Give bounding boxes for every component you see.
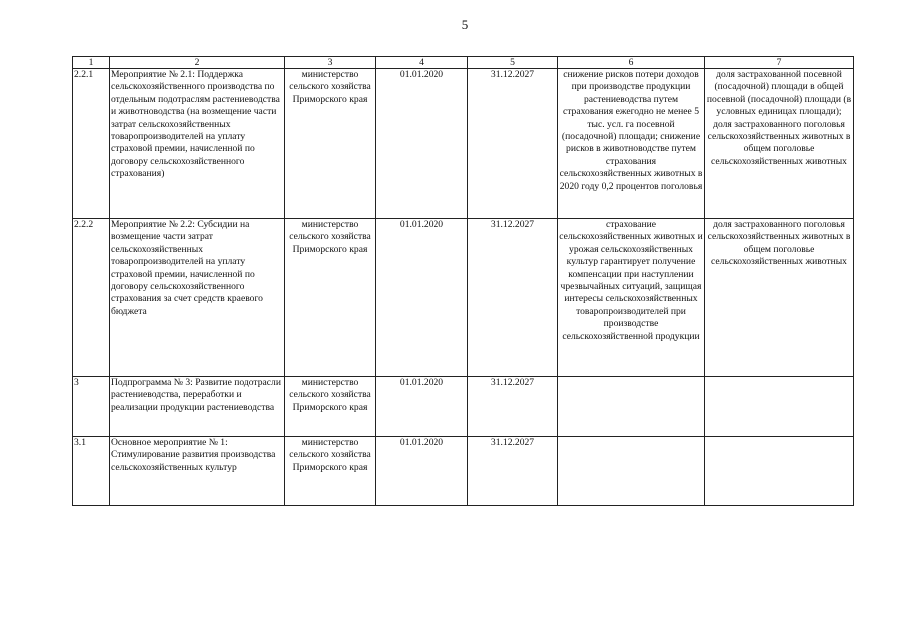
row-number: 3.1 (73, 437, 110, 506)
activity-name: Подпрограмма № 3: Развитие подотрасли растениеводства, переработки и реализации продукции растениеводства (110, 377, 285, 437)
column-header: 6 (558, 57, 705, 69)
start-date: 01.01.2020 (376, 219, 468, 377)
row-number: 2.2.1 (73, 69, 110, 219)
end-date: 31.12.2027 (468, 377, 558, 437)
expected-result (558, 377, 705, 437)
expected-result (558, 437, 705, 506)
executor: министерство сельского хозяйства Приморского края (285, 437, 376, 506)
column-header: 2 (110, 57, 285, 69)
end-date: 31.12.2027 (468, 69, 558, 219)
row-number: 3 (73, 377, 110, 437)
indicator: доля застрахованной посевной (посадочной) площади в общей посевной (посадочной) площади (в условных единицах площади); доля застрахованного поголовья сельскохозяйственных животных в общем поголовье сельскохозяйственных животных (705, 69, 854, 219)
indicator (705, 437, 854, 506)
indicator (705, 377, 854, 437)
activity-name: Мероприятие № 2.1: Поддержка сельскохозяйственного производства по отдельным подотраслям растениеводства и животноводства (на возмещение части затрат сельскохозяйственных товаропроизводителей на уплату страховой премии, начисленной по договору сельскохозяйственного страхования) (110, 69, 285, 219)
table-row (73, 219, 854, 377)
activity-name: Мероприятие № 2.2: Субсидии на возмещение части затрат сельскохозяйственных товаропроизводителей на уплату страховой премии, начисленной по договору сельскохозяйственного страхования за счет средств краевого бюджета (110, 219, 285, 377)
column-header: 4 (376, 57, 468, 69)
expected-result: снижение рисков потери доходов при производстве продукции растениеводства путем страхования ежегодно не менее 5 тыс. усл. га посевной (посадочной) площади; снижение рисков в животноводстве путем страхования сельскохозяйственных животных в 2020 году 0,2 процентов поголовья (558, 69, 705, 219)
start-date: 01.01.2020 (376, 437, 468, 506)
end-date: 31.12.2027 (468, 219, 558, 377)
table-row (73, 69, 854, 219)
table-header-row (73, 57, 854, 69)
expected-result: страхование сельскохозяйственных животных и урожая сельскохозяйственных культур гарантирует получение компенсации при наступлении чрезвычайных ситуаций, защищая интересы сельскохозяйственных товаропроизводителей при производстве сельскохозяйственной продукции (558, 219, 705, 377)
start-date: 01.01.2020 (376, 69, 468, 219)
column-header: 1 (73, 57, 110, 69)
indicator: доля застрахованного поголовья сельскохозяйственных животных в общем поголовье сельскохозяйственных животных (705, 219, 854, 377)
executor: министерство сельского хозяйства Приморского края (285, 377, 376, 437)
table-row (73, 437, 854, 506)
end-date: 31.12.2027 (468, 437, 558, 506)
page-number: 5 (461, 17, 469, 32)
column-header: 5 (468, 57, 558, 69)
executor: министерство сельского хозяйства Приморского края (285, 69, 376, 219)
executor: министерство сельского хозяйства Приморского края (285, 219, 376, 377)
start-date: 01.01.2020 (376, 377, 468, 437)
column-header: 3 (285, 57, 376, 69)
column-header: 7 (705, 57, 854, 69)
activities-table (72, 56, 854, 506)
activity-name: Основное мероприятие № 1: Стимулирование развития производства сельскохозяйственных культур (110, 437, 285, 506)
row-number: 2.2.2 (73, 219, 110, 377)
table-row (73, 377, 854, 437)
